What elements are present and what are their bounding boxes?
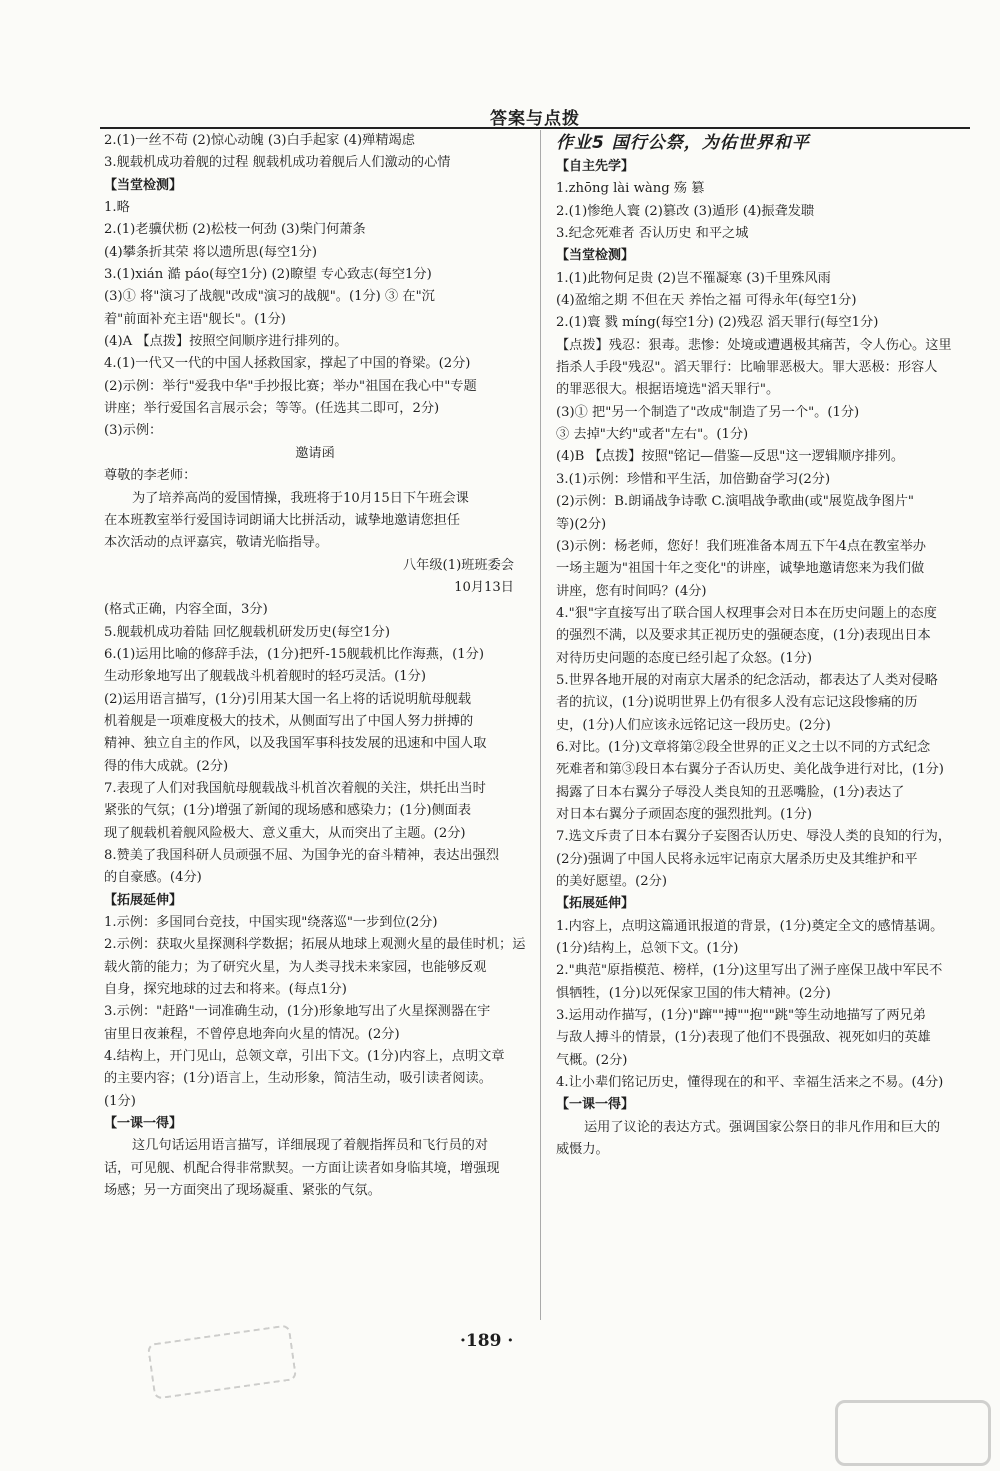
text-line: 得的伟大成就。(2分) xyxy=(104,758,229,774)
text-line: 4.结构上，开门见山，总领文章，引出下文。(1分)内容上，点明文章 xyxy=(104,1049,505,1065)
text-line: 讲座；举行爱国名言展示会；等等。(任选其二即可，2分) xyxy=(104,401,440,417)
text-line: 【点拨】残忍：狠毒。悲惨：处境或遭遇极其痛苦，令人伤心。这里 xyxy=(556,337,952,353)
text-line: 4.(1)一代又一代的中国人拯救国家，撑起了中国的脊梁。(2分) xyxy=(104,356,471,372)
text-line: (3)① 将"演习了战舰"改成"演习的战舰"。(1分) ③ 在"沉 xyxy=(104,289,435,305)
text-line: 着"前面补充主语"舰长"。(1分) xyxy=(104,311,286,327)
text-line: 7.选文斥责了日本右翼分子妄图否认历史、辱没人类的良知的行为， xyxy=(556,829,952,845)
text-line: 3.运用动作描写，(1分)"蹿""搏""抱""跳"等生动地描写了两兄弟 xyxy=(556,1008,926,1024)
text-line: 机着舰是一项难度极大的技术，从侧面写出了中国人努力拼搏的 xyxy=(104,713,474,729)
section-heading: 【当堂检测】 xyxy=(104,177,183,193)
text-line: 3.(1)示例：珍惜和平生活，加倍勤奋学习(2分) xyxy=(556,471,831,487)
section-heading: 【一课一得】 xyxy=(104,1116,183,1132)
right-column xyxy=(556,130,978,1161)
text-line: 为了培养高尚的爱国情操，我班将于10月15日下午班会课 xyxy=(132,490,469,506)
text-line: 话，可见舰、机配合得非常默契。一方面让读者如身临其境，增强现 xyxy=(104,1160,500,1176)
text-line: (格式正确，内容全面，3分) xyxy=(104,602,268,618)
text-line: ③ 去掉"大约"或者"左右"。(1分) xyxy=(556,427,749,443)
text-line: 自身，探究地球的过去和将来。(每点1分) xyxy=(104,982,347,998)
section-heading: 【拓展延伸】 xyxy=(556,896,635,912)
text-line: (1分)结构上，总领下文。(1分) xyxy=(556,941,739,957)
text-line: 运用了议论的表达方式。强调国家公祭日的非凡作用和巨大的 xyxy=(584,1119,941,1135)
text-line: (1分) xyxy=(104,1093,136,1109)
text-line: 惧牺牲，(1分)以死保家卫国的伟大精神。(2分) xyxy=(556,985,831,1001)
header-rule xyxy=(100,127,970,129)
text-line: 一场主题为"祖国十年之变化"的讲座，诚挚地邀请您来为我们做 xyxy=(556,561,925,577)
text-line: 死难者和第③段日本右翼分子否认历史、美化战争进行对比，(1分) xyxy=(556,762,944,778)
text-line: 场感；另一方面突出了现场凝重、紧张的气氛。 xyxy=(104,1183,381,1199)
text-line: 指杀人手段"残忍"。滔天罪行：比喻罪恶极大。罪大恶极：形容人 xyxy=(556,360,938,376)
text-line: 1.略 xyxy=(104,200,130,216)
watermark-stamp-left xyxy=(147,1324,297,1399)
text-line: 紧张的气氛；(1分)增强了新闻的现场感和感染力；(1分)侧面表 xyxy=(104,803,472,819)
text-line: 威慑力。 xyxy=(556,1142,609,1158)
text-line: (4)A 【点拨】按照空间顺序进行排列的。 xyxy=(104,334,348,350)
text-line: 3.示例："赶路"一词准确生动，(1分)形象地写出了火星探测器在宇 xyxy=(104,1004,491,1020)
text-line: 尊敬的李老师： xyxy=(104,468,197,484)
text-line: 1.示例：多国同台竞技，中国实现"绕落巡"一步到位(2分) xyxy=(104,915,438,931)
text-line: 6.对比。(1分)文章将第②段全世界的正义之士以不同的方式纪念 xyxy=(556,739,931,755)
text-line: 3.舰载机成功着舰的过程 舰载机成功着舰后人们激动的心情 xyxy=(104,155,451,171)
text-line: 的罪恶很大。根据语境选"滔天罪行"。 xyxy=(556,382,780,398)
section-heading: 【当堂检测】 xyxy=(556,248,635,264)
text-line: 2.(1)一丝不苟 (2)惊心动魄 (3)白手起家 (4)殚精竭虑 xyxy=(104,133,415,148)
text-line: 对待历史问题的态度已经引起了众怒。(1分) xyxy=(556,650,813,666)
section-heading: 【拓展延伸】 xyxy=(104,892,183,908)
text-line: 气概。(2分) xyxy=(556,1052,628,1068)
text-line: 与敌人搏斗的情景，(1分)表现了他们不畏强敌、视死如归的英雄 xyxy=(556,1030,931,1046)
text-line: 精神、独立自主的作风，以及我国军事科技发展的迅速和中国人取 xyxy=(104,736,487,752)
text-line: 现了舰载机着舰风险极大、意义重大，从而突出了主题。(2分) xyxy=(104,825,466,841)
text-line: 5.舰载机成功着陆 回忆舰载机研发历史(每空1分) xyxy=(104,624,391,640)
text-line: (4)攀条折其荣 将以遗所思(每空1分) xyxy=(104,244,317,260)
text-line: 1.内容上，点明这篇通讯报道的背景，(1分)奠定全文的感情基调。 xyxy=(556,918,944,934)
text-line: 3.纪念死难者 否认历史 和平之城 xyxy=(556,226,749,242)
assignment-title: 作业5 国行公祭，为佑世界和平 xyxy=(556,133,810,153)
column-divider xyxy=(540,130,541,1320)
text-line: 2.(1)惨绝人寰 (2)篡改 (3)遁形 (4)振聋发聩 xyxy=(556,203,815,219)
section-heading: 【一课一得】 xyxy=(556,1097,635,1113)
text-line: (4)盈缩之期 不但在天 养怡之福 可得永年(每空1分) xyxy=(556,293,857,309)
text-line: 4.让小辈们铭记历史，懂得现在的和平、幸福生活来之不易。(4分) xyxy=(556,1075,944,1091)
section-heading: 【自主先学】 xyxy=(556,159,635,174)
left-column xyxy=(104,130,526,1203)
text-line: 2."典范"原指模范、榜样，(1分)这里写出了洲子座保卫战中军民不 xyxy=(556,963,943,979)
text-line: 者的抗议，(1分)说明世界上仍有很多人没有忘记这段惨痛的历 xyxy=(556,695,918,711)
text-line: 史，(1分)人们应该永远铭记这一段历史。(2分) xyxy=(556,717,831,733)
text-line: 宙里日夜兼程，不曾停息地奔向火星的情况。(2分) xyxy=(104,1026,400,1042)
page-number: ·189 · xyxy=(460,1331,514,1351)
text-line: 10月13日 xyxy=(454,579,514,595)
text-line: 2.(1)寰 戮 míng(每空1分) (2)残忍 滔天罪行(每空1分) xyxy=(556,315,879,331)
text-line: (3)示例： xyxy=(104,423,163,439)
watermark-logo-right xyxy=(835,1400,991,1466)
text-line: 对日本右翼分子顽固态度的强烈批判。(1分) xyxy=(556,806,813,822)
text-line: 本次活动的点评嘉宾，敬请光临指导。 xyxy=(104,535,329,551)
text-line: (2)示例：B.朗诵战争诗歌 C.演唱战争歌曲(或"展览战争图片" xyxy=(556,494,914,510)
text-line: 八年级(1)班班委会 xyxy=(403,557,514,573)
text-line: 邀请函 xyxy=(295,445,335,461)
text-line: 1.(1)此物何足贵 (2)岂不罹凝寒 (3)千里殊风雨 xyxy=(556,270,831,286)
text-line: (2)示例：举行"爱我中华"手抄报比赛；举办"祖国在我心中"专题 xyxy=(104,378,477,394)
text-line: 的强烈不满，以及要求其正视历史的强硬态度，(1分)表现出日本 xyxy=(556,628,931,644)
text-line: 讲座，您有时间吗？(4分) xyxy=(556,583,707,599)
text-line: 2.示例：获取火星探测科学数据；拓展从地球上观测火星的最佳时机；运 xyxy=(104,937,526,953)
text-line: 6.(1)运用比喻的修辞手法，(1分)把歼-15舰载机比作海燕，(1分) xyxy=(104,646,484,662)
text-line: 生动形象地写出了舰载战斗机着舰时的轻巧灵活。(1分) xyxy=(104,669,426,685)
text-line: 3.(1)xián 澔 páo(每空1分) (2)瞭望 专心致志(每空1分) xyxy=(104,267,432,283)
text-line: (4)B 【点拨】按照"铭记—借鉴—反思"这一逻辑顺序排列。 xyxy=(556,449,905,465)
text-line: 的自豪感。(4分) xyxy=(104,870,202,886)
text-line: 5.世界各地开展的对南京大屠杀的纪念活动，都表达了人类对侵略 xyxy=(556,672,938,688)
text-line: 在本班教室举行爱国诗词朗诵大比拼活动，诚挚地邀请您担任 xyxy=(104,512,461,528)
text-line: (2)运用语言描写，(1分)引用某大国一名上将的话说明航母舰载 xyxy=(104,691,472,707)
text-line: (2分)强调了中国人民将永远牢记南京大屠杀历史及其维护和平 xyxy=(556,851,918,867)
text-line: 1.zhōng lài wàng 殇 篡 xyxy=(556,181,705,197)
page-header: 答案与点拨 xyxy=(490,109,580,129)
text-line: 揭露了日本右翼分子辱没人类良知的丑恶嘴脸，(1分)表达了 xyxy=(556,784,905,800)
text-line: 的主要内容；(1分)语言上，生动形象，简洁生动，吸引读者阅读。 xyxy=(104,1071,492,1087)
text-line: 载火箭的能力；为了研究火星，为人类寻找未来家园，也能够反观 xyxy=(104,959,487,975)
text-line: 7.表现了人们对我国航母舰载战斗机首次着舰的关注，烘托出当时 xyxy=(104,780,486,796)
text-line: 的美好愿望。(2分) xyxy=(556,874,667,889)
text-line: 2.(1)老骥伏枥 (2)松枝一何劲 (3)柴门何萧条 xyxy=(104,222,366,238)
text-line: 等)(2分) xyxy=(556,516,607,532)
text-line: (3)示例：杨老师，您好！我们班准备本周五下午4点在教室举办 xyxy=(556,538,926,554)
text-line: (3)① 把"另一个制造了"改成"制造了另一个"。(1分) xyxy=(556,404,860,420)
text-line: 4."狠"字直接写出了联合国人权理事会对日本在历史问题上的态度 xyxy=(556,605,937,621)
text-line: 这几句话运用语言描写，详细展现了着舰指挥员和飞行员的对 xyxy=(132,1138,489,1154)
text-line: 8.赞美了我国科研人员顽强不屈、为国争光的奋斗精神，表达出强烈 xyxy=(104,848,500,863)
